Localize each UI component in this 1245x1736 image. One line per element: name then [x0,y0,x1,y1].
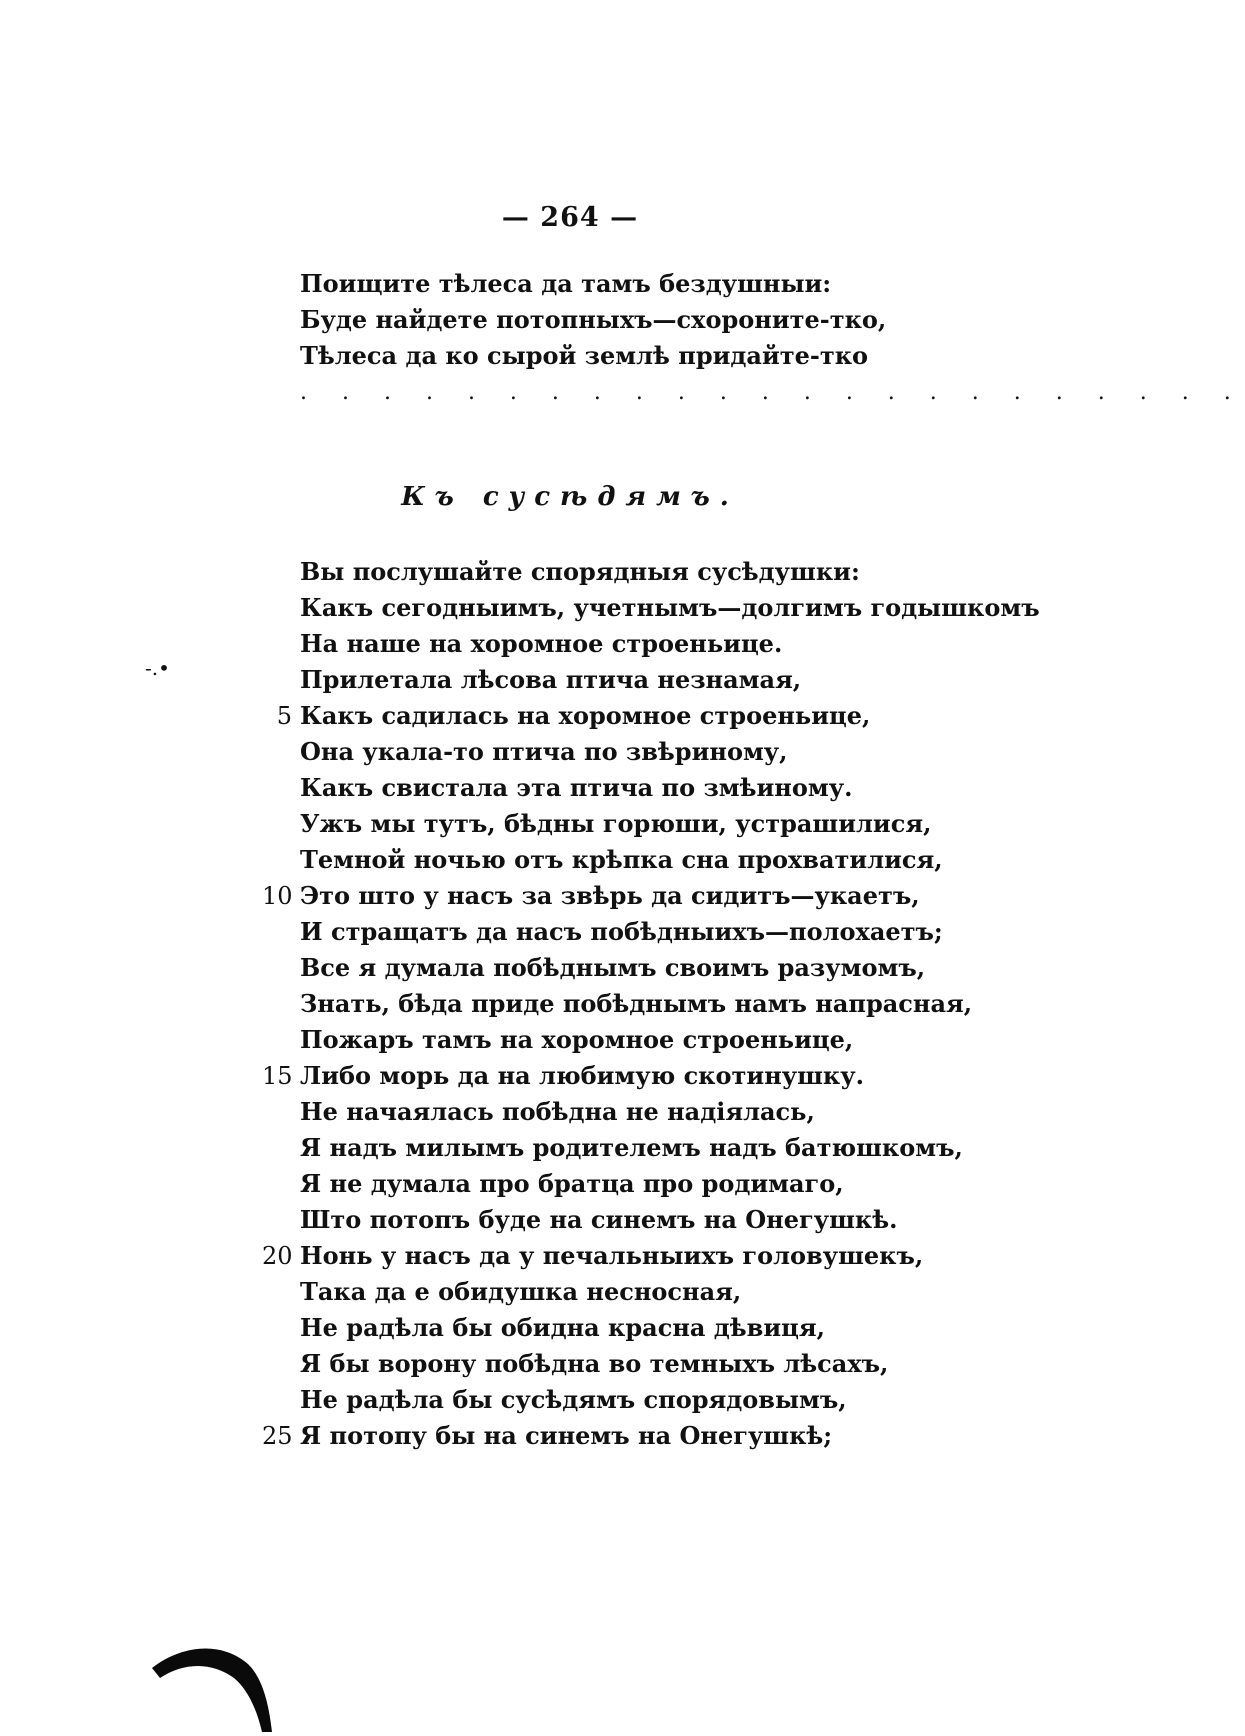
poem-line [262,1058,960,1094]
line-text: Либо морь да на любимую скотинушку. [300,1061,864,1090]
line-text: Какъ свистала эта птича по змѣиному. [300,773,853,802]
ink-blot-mark [150,1636,290,1736]
line-number: 20 [262,1242,293,1270]
line-number: 10 [262,882,293,910]
poem-line [300,1310,960,1346]
poem-line [300,626,960,662]
poem-line [300,1346,960,1382]
line-text: И стращатъ да насъ побѣдныихъ—полохаетъ; [300,917,943,946]
line-text: Што потопъ буде на синемъ на Онегушкѣ. [300,1205,898,1234]
line-text: Я не думала про братца про родимаго, [300,1169,844,1198]
line-text: На наше на хоромное строеньице. [300,629,783,658]
line-text: Пожаръ тамъ на хоромное строеньице, [300,1025,854,1054]
section-title: Къ суcѣдямъ. [401,482,739,512]
line-text: Ужъ мы тутъ, бѣдны горюши, устрашилися, [300,809,932,838]
poem-line [300,770,960,806]
line-text: Это што у насъ за звѣрь да сидитъ—укаетъ, [300,881,920,910]
ellipsis-line: . . . . . . . . . . . . . . . . . . . . . . . [300,380,1245,405]
line-text: Поищите тѣлеса да тамъ бездушныи: [300,269,832,298]
line-text: Не начаялась побѣдна не надіялась, [300,1097,815,1126]
line-text: Какъ садилась на хоромное строеньице, [300,701,871,730]
poem-line [300,950,960,986]
line-text: Вы послушайте спорядныя сусѣдушки: [300,557,860,586]
line-text: Я надъ милымъ родителемъ надъ батюшкомъ, [300,1133,963,1162]
poem-line [300,914,960,950]
poem-line [300,1094,960,1130]
line-text: Не радѣла бы обидна красна дѣвиця, [300,1313,825,1342]
poem-line [300,1382,960,1418]
line-number: 5 [276,702,292,730]
line-text: Все я думала побѣднымъ своимъ разумомъ, [300,953,926,982]
poem-line [300,662,960,698]
poem-line [300,1202,960,1238]
poem-line [262,1418,960,1454]
poem-line [300,1022,960,1058]
page-number: — 264 — [501,202,639,233]
line-text: Буде найдете потопныхъ—схороните-тко, [300,305,887,334]
line-text: Она укала-то птича по звѣриному, [300,737,788,766]
poem-body [262,554,1040,1454]
poem-line [300,554,960,590]
line-text: Така да е обидушка несносная, [300,1277,742,1306]
poem-line [300,1166,960,1202]
poem-line [300,338,960,374]
line-text: Какъ сегодныимъ, учетнымъ—долгимъ годышкомъ [300,593,1040,622]
line-text: Я потопу бы на синемъ на Онегушкѣ; [300,1421,833,1450]
poem-line [300,842,960,878]
line-text: Не радѣла бы сусѣдямъ спорядовымъ, [300,1385,847,1414]
poem-line [262,1238,960,1274]
opening-stanza [300,266,960,374]
poem-line [300,1274,960,1310]
line-text: Темной ночью отъ крѣпка сна прохватилися, [300,845,943,874]
line-text: Прилетала лѣсова птича незнамая, [300,665,802,694]
line-number: 25 [262,1422,293,1450]
poem-line [300,734,960,770]
line-text: Нонь у насъ да у печальныихъ головушекъ, [300,1241,924,1270]
line-number: 15 [262,1062,293,1090]
poem-line [300,302,960,338]
line-text: Я бы ворону побѣдна во темныхъ лѣсахъ, [300,1349,889,1378]
poem-line [300,986,973,1022]
poem-line [300,806,960,842]
poem-line [300,590,1040,626]
line-text: Знать, бѣда приде побѣднымъ намъ напрасная, [300,989,973,1018]
poem-line [276,698,960,734]
poem-line [300,266,960,302]
poem-line [300,1130,963,1166]
margin-mark: -.• [145,656,170,680]
line-text: Тѣлеса да ко сырой землѣ придайте-тко [300,341,869,370]
poem-line [262,878,960,914]
